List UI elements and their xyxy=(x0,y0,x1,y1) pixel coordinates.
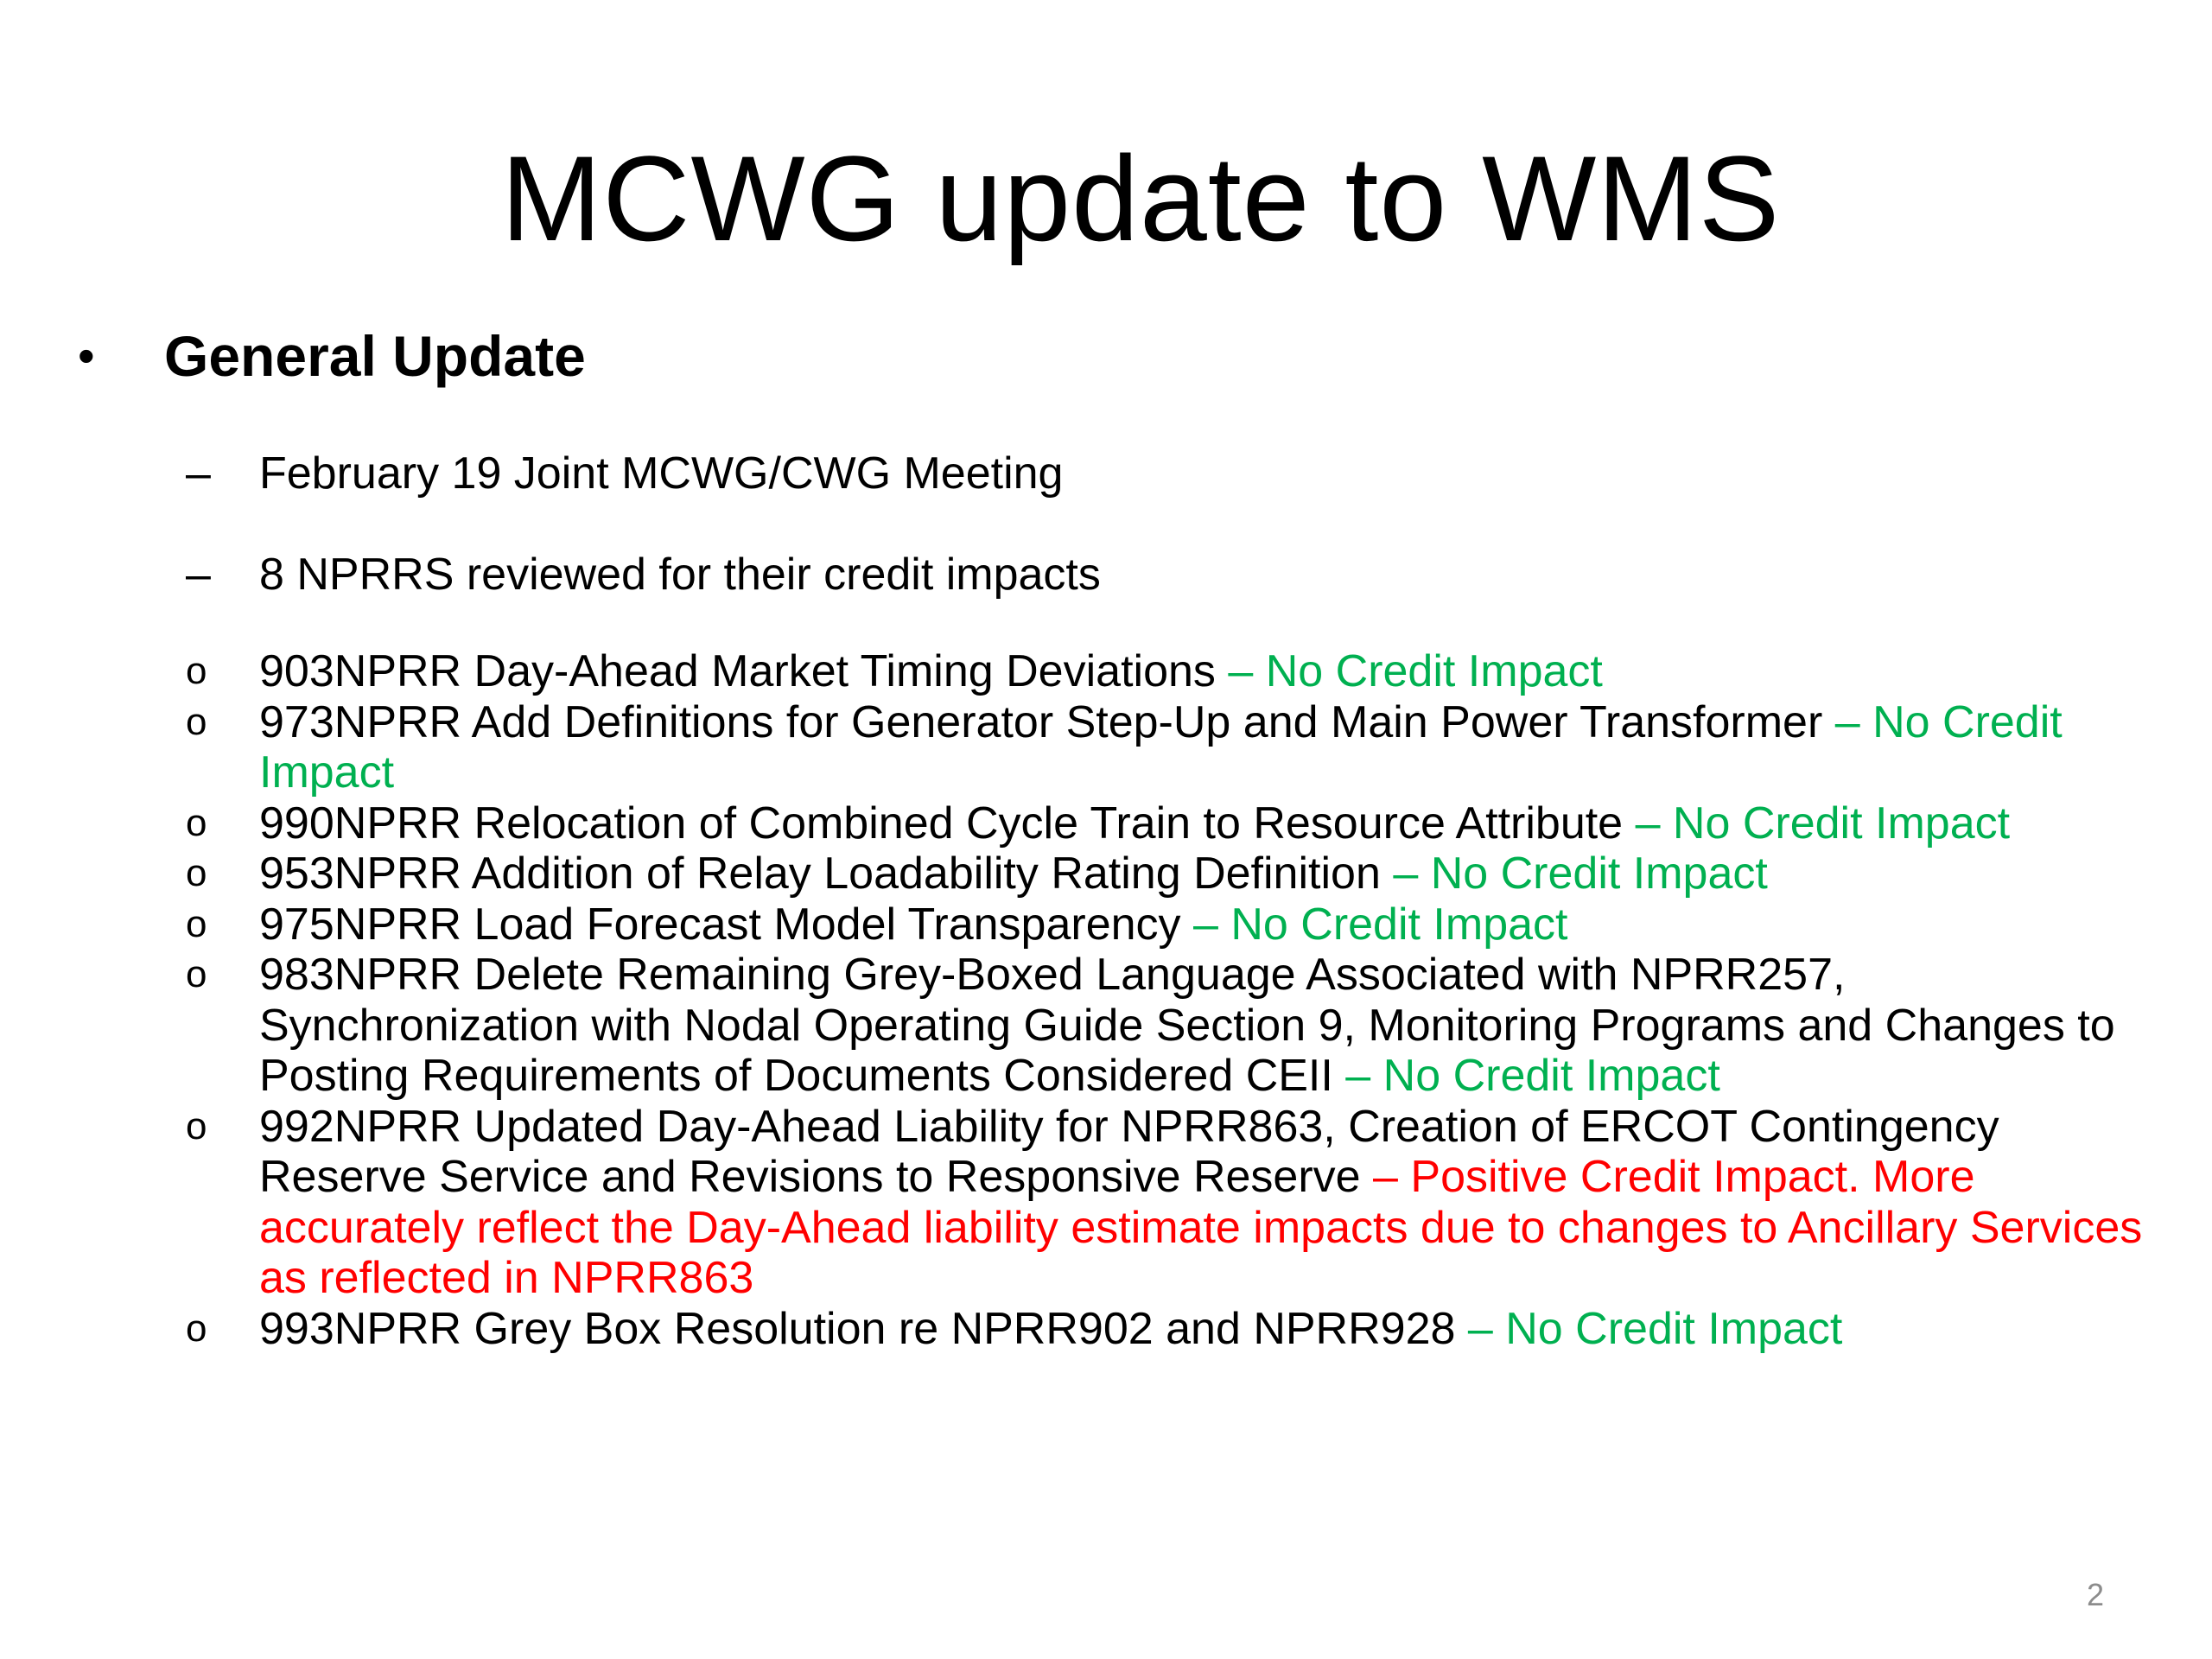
nprr-impact: – Positive Credit Impact. More accurately reflect the Day-Ahead liability estimate impacts due to changes to Ancillary Services as reflected in NPRR863 xyxy=(259,1152,2143,1303)
nprr-item-text: 973NPRR Add Definitions for Generator Step-Up and Main Power Transformer xyxy=(259,696,1835,747)
nprr-impact: – No Credit Impact xyxy=(259,696,2063,798)
page-number: 2 xyxy=(2086,1577,2104,1612)
circle-bullet-icon: o xyxy=(186,852,207,894)
nprr-impact: – No Credit Impact xyxy=(1345,1051,1720,1101)
nprr-impact: – No Credit Impact xyxy=(1192,899,1568,950)
bullet-icon: • xyxy=(78,328,95,383)
nprr-item xyxy=(186,646,2173,697)
circle-bullet-icon: o xyxy=(186,1306,207,1350)
nprr-impact: – No Credit Impact xyxy=(1635,798,2011,849)
nprr-item-text: 992NPRR Updated Day-Ahead Liability for NPRR863, Creation of ERCOT Contingency Reserve Service and Revisions to Responsive Reserve xyxy=(259,1101,1999,1202)
nprr-impact: – No Credit Impact xyxy=(1228,646,1603,696)
circle-bullet-icon: o xyxy=(186,801,207,844)
nprr-item-text: 903NPRR Day-Ahead Market Timing Deviations xyxy=(259,646,1229,696)
nprr-item xyxy=(186,849,2173,899)
dash-icon: – xyxy=(186,448,211,499)
nprr-item xyxy=(186,950,2173,1102)
nprr-item xyxy=(186,798,2173,849)
dash-icon: – xyxy=(186,550,211,600)
nprr-list xyxy=(186,646,2173,1354)
nprr-impact: – No Credit Impact xyxy=(1393,849,1768,899)
nprr-item-text: 953NPRR Addition of Relay Loadability Rating Definition xyxy=(259,849,1394,899)
bullet-general-update xyxy=(78,321,586,391)
circle-bullet-icon: o xyxy=(186,953,207,995)
circle-bullet-icon: o xyxy=(186,700,207,743)
dash-item-text: 8 NPRRS reviewed for their credit impacts xyxy=(259,550,1101,600)
nprr-item-text: 975NPRR Load Forecast Model Transparency xyxy=(259,899,1193,950)
nprr-item-text: 993NPRR Grey Box Resolution re NPRR902 and NPRR928 xyxy=(259,1303,1468,1354)
nprr-item xyxy=(186,899,2173,950)
dash-item-text: February 19 Joint MCWG/CWG Meeting xyxy=(259,448,1064,499)
circle-bullet-icon: o xyxy=(186,902,207,945)
dash-item xyxy=(186,443,1063,504)
nprr-item xyxy=(186,1102,2173,1304)
nprr-item xyxy=(186,697,2173,798)
slide-title: MCWG update to WMS xyxy=(500,130,1781,266)
bullet-text: General Update xyxy=(164,324,586,388)
circle-bullet-icon: o xyxy=(186,1104,207,1147)
nprr-impact: – No Credit Impact xyxy=(1467,1303,1843,1354)
circle-bullet-icon: o xyxy=(186,650,207,692)
dash-item xyxy=(186,544,1101,605)
nprr-item xyxy=(186,1304,2173,1355)
nprr-item-text: 990NPRR Relocation of Combined Cycle Train to Resource Attribute xyxy=(259,798,1636,849)
nprr-item-text: 983NPRR Delete Remaining Grey-Boxed Language Associated with NPRR257, Synchronization with Nodal Operating Guide Section 9, Monitoring Programs and Changes to Posting Requirements of Documents Considered CEII xyxy=(259,950,2115,1101)
